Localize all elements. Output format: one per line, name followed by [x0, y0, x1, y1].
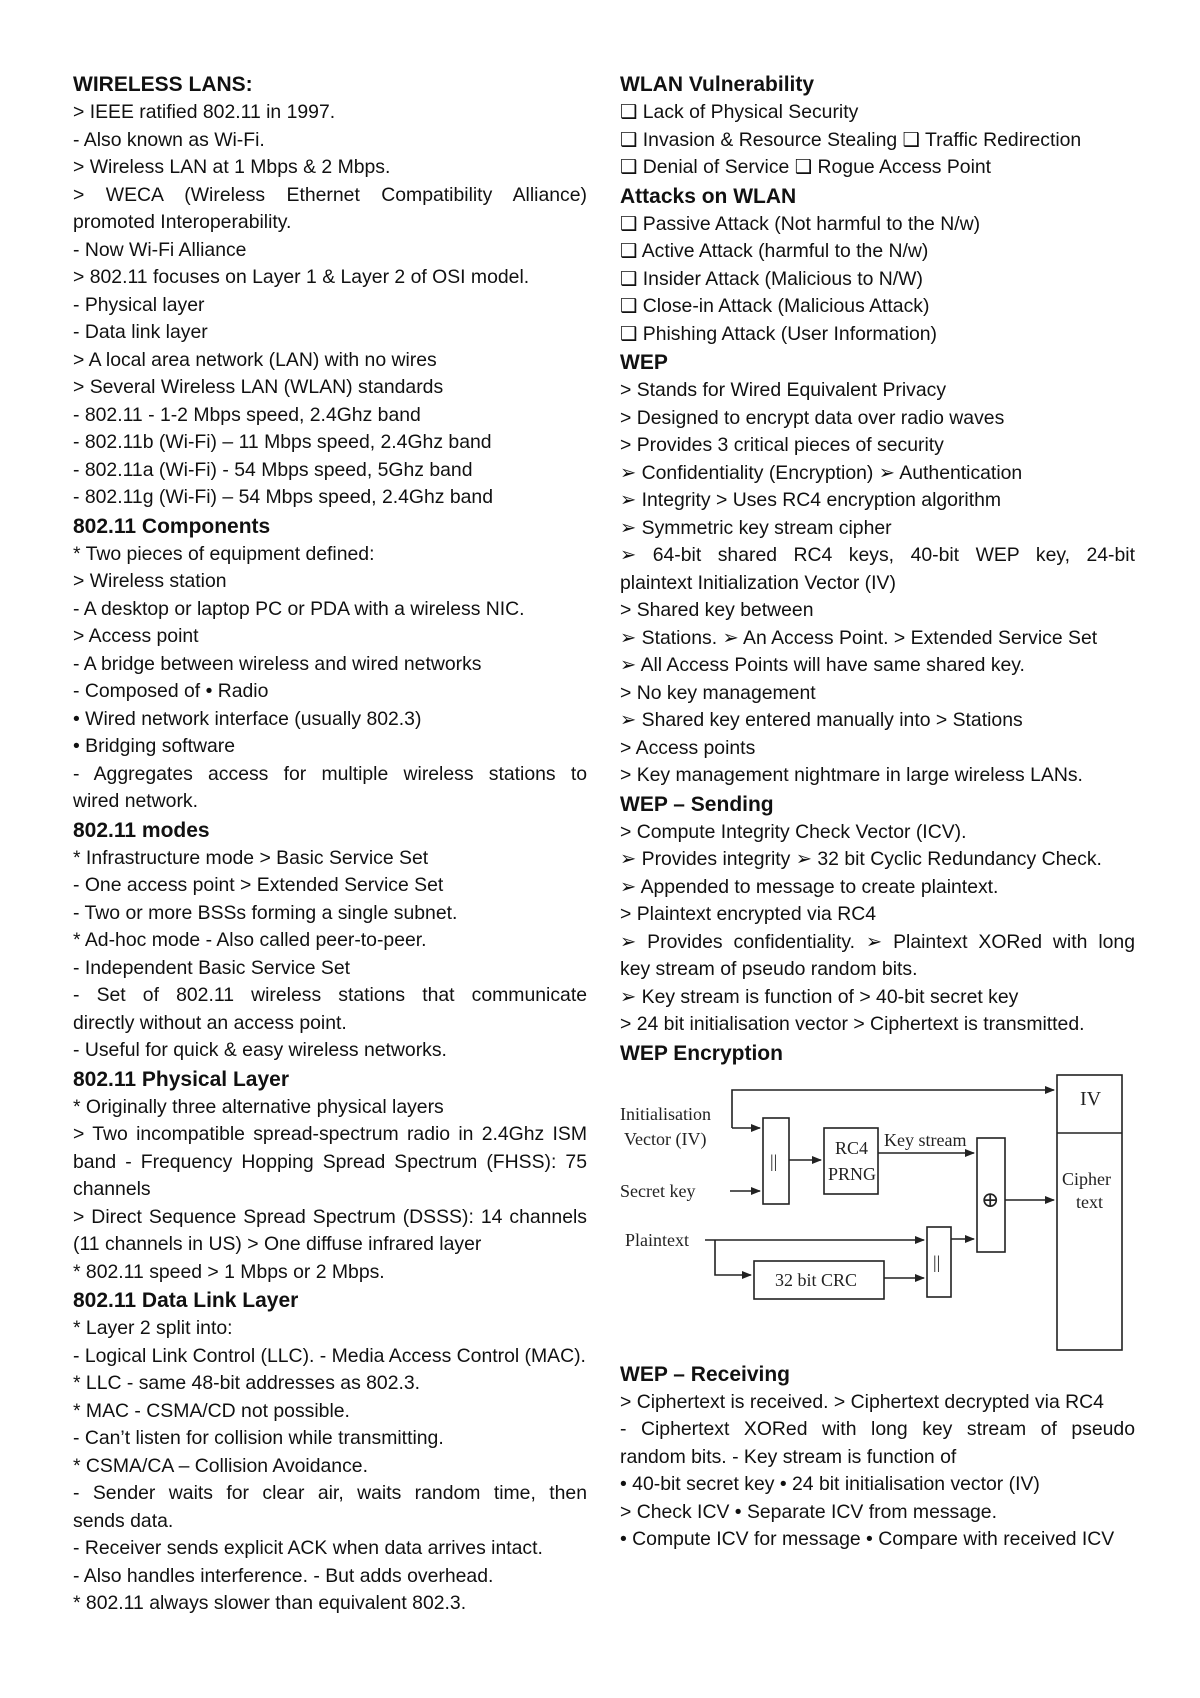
text-line: ❑ Passive Attack (Not harmful to the N/w) [620, 212, 981, 235]
text-line: promoted Interoperability. [73, 211, 292, 233]
secret-key-label: Secret key [620, 1180, 696, 1201]
modes-heading: 802.11 modes [73, 818, 210, 842]
text-line: > Access points [620, 736, 756, 759]
right-column [620, 70, 1135, 1554]
text-line: ➢ 64-bit shared RC4 keys, 40-bit WEP key, 24-bit [620, 544, 1135, 566]
text-line: - 802.11b (Wi-Fi) – 11 Mbps speed, 2.4Ghz band [73, 431, 492, 453]
text-line: > Shared key between [620, 599, 814, 621]
text-line: - Two or more BSSs forming a single subnet. [73, 901, 458, 924]
text-line: - Receiver sends explicit ACK when data arrives intact. [73, 1537, 543, 1559]
text-line: > Several Wireless LAN (WLAN) standards [73, 376, 444, 398]
text-line: > 24 bit initialisation vector > Ciphertext is transmitted. [620, 1013, 1085, 1035]
text-line: * Originally three alternative physical layers [73, 1095, 444, 1118]
concat-symbol-2: || [933, 1251, 941, 1272]
text-line: ➢ Confidentiality (Encryption) ➢ Authentication [620, 461, 1023, 484]
text-line: * Layer 2 split into: [73, 1317, 233, 1339]
iv-bypass-arrow [732, 1090, 1054, 1128]
text-line: > Key management nightmare in large wireless LANs. [620, 764, 1083, 786]
text-line: > Wireless LAN at 1 Mbps & 2 Mbps. [73, 156, 391, 178]
ciphertext-box [1057, 1075, 1122, 1350]
iv-output-label: IV [1080, 1087, 1102, 1110]
text-line: - Logical Link Control (LLC). - Media Access Control (MAC). [73, 1344, 586, 1367]
text-line: • Wired network interface (usually 802.3) [73, 707, 422, 730]
text-line: - Aggregates access for multiple wireless stations to [73, 762, 587, 785]
text-line: - One access point > Extended Service Set [73, 874, 444, 896]
text-line: (11 channels in US) > One diffuse infrared layer [73, 1233, 482, 1255]
prng-label: PRNG [828, 1163, 877, 1184]
vulnerability-heading: WLAN Vulnerability [620, 73, 815, 96]
text-line: > Check ICV • Separate ICV from message. [620, 1500, 997, 1523]
text-line: - Sender waits for clear air, waits random time, then [73, 1482, 587, 1504]
wep-receiving-heading: WEP – Receiving [620, 1362, 791, 1386]
text-line: - 802.11a (Wi-Fi) - 54 Mbps speed, 5Ghz band [73, 458, 473, 481]
text-line: - Set of 802.11 wireless stations that communicate [73, 984, 587, 1006]
key-stream-label: Key stream [884, 1129, 967, 1150]
text-line: > IEEE ratified 802.11 in 1997. [73, 101, 336, 123]
text-line: ❑ Invasion & Resource Stealing ❑ Traffic Redirection [620, 128, 1082, 151]
xor-symbol: ⊕ [981, 1186, 1000, 1212]
text-line: > Ciphertext is received. > Ciphertext decrypted via RC4 [620, 1390, 1104, 1413]
text-line: > WECA (Wireless Ethernet Compatibility Alliance) [73, 183, 587, 206]
text-line: - 802.11 - 1-2 Mbps speed, 2.4Ghz band [73, 403, 421, 426]
plaintext-to-crc-arrow [715, 1240, 751, 1275]
left-column [73, 70, 587, 1618]
text-line: - Also known as Wi-Fi. [73, 128, 265, 151]
text-line: wired network. [73, 790, 199, 812]
text-line: directly without an access point. [73, 1011, 347, 1034]
text-line: plaintext Initialization Vector (IV) [620, 571, 896, 594]
text-line: ❑ Phishing Attack (User Information) [620, 322, 937, 345]
text-line: ❑ Denial of Service ❑ Rogue Access Point [620, 156, 992, 178]
text-line: • 40-bit secret key • 24 bit initialisation vector (IV) [620, 1473, 1040, 1495]
text-line: - Composed of • Radio [73, 680, 269, 702]
text-line: ➢ Appended to message to create plaintext. [620, 875, 999, 898]
text-line: - Data link layer [73, 321, 208, 343]
text-line: • Compute ICV for message • Compare with received ICV [620, 1528, 1115, 1550]
text-line: > Direct Sequence Spread Spectrum (DSSS): 14 channels [73, 1205, 587, 1228]
text-line: > 802.11 focuses on Layer 1 & Layer 2 of OSI model. [73, 266, 530, 288]
text-line: * LLC - same 48-bit addresses as 802.3. [73, 1372, 421, 1394]
text-line: > A local area network (LAN) with no wires [73, 348, 437, 371]
text-line: channels [73, 1178, 151, 1200]
concat-symbol-1: || [770, 1150, 778, 1171]
text-label: text [1076, 1191, 1103, 1212]
text-line: - Can’t listen for collision while transmitting. [73, 1427, 444, 1449]
text-line: ➢ Provides confidentiality. ➢ Plaintext XORed with long [620, 930, 1135, 953]
text-line: ➢ Integrity > Uses RC4 encryption algorithm [620, 489, 1002, 511]
text-line: ❑ Insider Attack (Malicious to N/W) [620, 267, 923, 290]
text-line: random bits. - Key stream is function of [620, 1445, 957, 1468]
text-line: > Compute Integrity Check Vector (ICV). [620, 820, 967, 843]
text-line: key stream of pseudo random bits. [620, 958, 918, 980]
text-line: * MAC - CSMA/CD not possible. [73, 1399, 350, 1422]
wep-encryption-diagram [620, 1070, 1135, 1360]
init-vector-label-1: Initialisation [620, 1103, 711, 1124]
wep-heading: WEP [620, 351, 668, 374]
text-line: ➢ Provides integrity ➢ 32 bit Cyclic Redundancy Check. [620, 848, 1102, 870]
text-line: ❑ Close-in Attack (Malicious Attack) [620, 295, 930, 317]
text-line: * 802.11 speed > 1 Mbps or 2 Mbps. [73, 1260, 385, 1283]
crc-label: 32 bit CRC [775, 1269, 858, 1290]
text-line: ❑ Lack of Physical Security [620, 101, 859, 123]
text-line: ➢ Key stream is function of > 40-bit secret key [620, 985, 1019, 1008]
text-line: > Wireless station [73, 570, 227, 592]
components-heading: 802.11 Components [73, 514, 271, 538]
text-line: > Stands for Wired Equivalent Privacy [620, 379, 947, 401]
text-line: - Now Wi-Fi Alliance [73, 238, 247, 261]
rc4-label: RC4 [835, 1137, 869, 1158]
text-line: - A bridge between wireless and wired networks [73, 652, 482, 675]
text-line: * CSMA/CA – Collision Avoidance. [73, 1454, 368, 1477]
text-line: > Provides 3 critical pieces of security [620, 434, 944, 456]
wep-encryption-heading: WEP Encryption [620, 1041, 783, 1065]
text-line: ➢ All Access Points will have same shared key. [620, 654, 1025, 676]
text-line: * Two pieces of equipment defined: [73, 542, 375, 565]
text-line: > Designed to encrypt data over radio waves [620, 406, 1005, 429]
text-line: - 802.11g (Wi-Fi) – 54 Mbps speed, 2.4Ghz band [73, 486, 493, 508]
text-line: - Physical layer [73, 293, 205, 316]
wireless-lans-heading: WIRELESS LANS: [73, 73, 253, 96]
text-line: band - Frequency Hopping Spread Spectrum (FHSS): 75 [73, 1150, 587, 1173]
wep-sending-heading: WEP – Sending [620, 792, 774, 816]
text-line: sends data. [73, 1509, 174, 1532]
text-line: * 802.11 always slower than equivalent 802.3. [73, 1592, 467, 1614]
text-line: - Independent Basic Service Set [73, 956, 351, 979]
text-line: - Also handles interference. - But adds overhead. [73, 1564, 494, 1587]
text-line: * Ad-hoc mode - Also called peer-to-peer. [73, 929, 427, 951]
plaintext-label: Plaintext [625, 1229, 689, 1250]
text-line: ➢ Stations. ➢ An Access Point. > Extended Service Set [620, 626, 1098, 649]
attacks-heading: Attacks on WLAN [620, 184, 797, 208]
text-line: * Infrastructure mode > Basic Service Set [73, 846, 429, 869]
cipher-label: Cipher [1062, 1168, 1111, 1189]
text-line: ➢ Shared key entered manually into > Stations [620, 709, 1023, 731]
init-vector-label-2: Vector (IV) [624, 1128, 707, 1149]
text-line: • Bridging software [73, 735, 235, 757]
text-line: - Useful for quick & easy wireless networks. [73, 1039, 447, 1061]
text-line: - Ciphertext XORed with long key stream of pseudo [620, 1418, 1135, 1440]
physical-layer-heading: 802.11 Physical Layer [73, 1067, 289, 1091]
text-line: > No key management [620, 681, 816, 704]
data-link-layer-heading: 802.11 Data Link Layer [73, 1289, 299, 1312]
text-line: - A desktop or laptop PC or PDA with a wireless NIC. [73, 597, 525, 620]
text-line: > Access point [73, 625, 199, 647]
text-line: > Two incompatible spread-spectrum radio in 2.4Ghz ISM [73, 1123, 587, 1145]
text-line: ❑ Active Attack (harmful to the N/w) [620, 240, 929, 262]
text-line: ➢ Symmetric key stream cipher [620, 516, 892, 539]
text-line: > Plaintext encrypted via RC4 [620, 903, 876, 925]
